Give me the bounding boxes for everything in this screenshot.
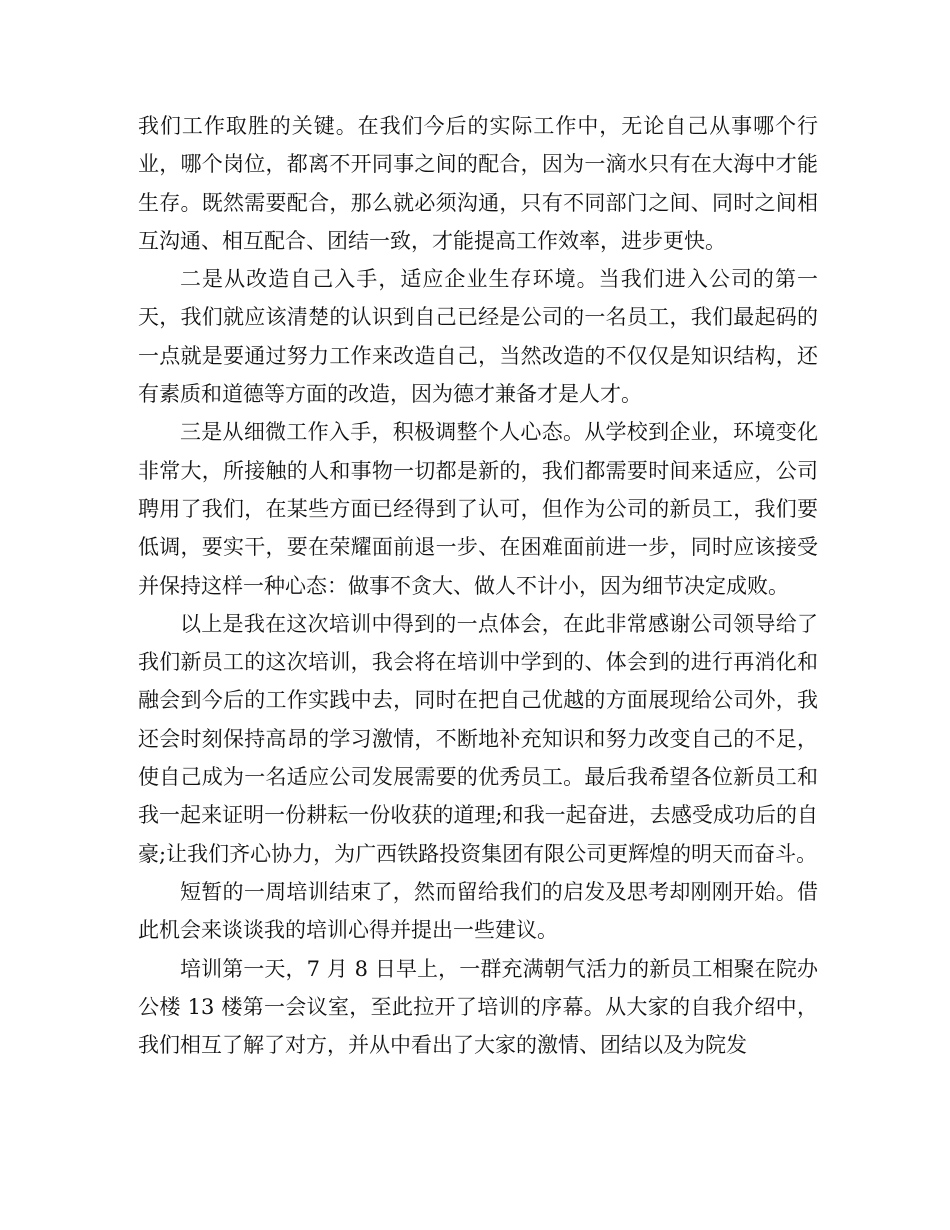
paragraph-2: 二是从改造自己入手，适应企业生存环境。当我们进入公司的第一天，我们就应该清楚的认识到自己已经是公司的一名员工，我们最起码的一点就是要通过努力工作来改造自己，当然改造的不仅仅是知识结构，还有素质和道德等方面的改造，因为德才兼备才是人才。 [138,267,818,407]
paragraph-5: 短暂的一周培训结束了，然而留给我们的启发及思考却刚刚开始。借此机会来谈谈我的培训心得并提出一些建议。 [138,879,818,943]
paragraph-3: 三是从细微工作入手，积极调整个人心态。从学校到企业，环境变化非常大，所接触的人和事物一切都是新的，我们都需要时间来适应，公司聘用了我们，在某些方面已经得到了认可，但作为公司的新员工，我们要低调，要实干，要在荣耀面前退一步、在困难面前进一步，同时应该接受并保持这样一种心态：做事不贪大、做人不计小，因为细节决定成败。 [138,420,818,598]
paragraph-6: 培训第一天，7 月 8 日早上，一群充满朝气活力的新员工相聚在院办公楼 13 楼第一会议室，至此拉开了培训的序幕。从大家的自我介绍中，我们相互了解了对方，并从中看出了大家的激情、团结以及为院发 [138,956,818,1058]
paragraph-4: 以上是我在这次培训中得到的一点体会，在此非常感谢公司领导给了我们新员工的这次培训，我会将在培训中学到的、体会到的进行再消化和融会到今后的工作实践中去，同时在把自己优越的方面展现给公司外，我还会时刻保持高昂的学习激情，不断地补充知识和努力改变自己的不足，使自己成为一名适应公司发展需要的优秀员工。最后我希望各位新员工和我一起来证明一份耕耘一份收获的道理;和我一起奋进，去感受成功后的自豪;让我们齐心协力，为广西铁路投资集团有限公司更辉煌的明天而奋斗。 [138,611,818,866]
document-page [138,107,818,1064]
paragraph-1: 我们工作取胜的关键。在我们今后的实际工作中，无论自己从事哪个行业，哪个岗位，都离不开同事之间的配合，因为一滴水只有在大海中才能生存。既然需要配合，那么就必须沟通，只有不同部门之间、同时之间相互沟通、相互配合、团结一致，才能提高工作效率，进步更快。 [138,114,818,253]
